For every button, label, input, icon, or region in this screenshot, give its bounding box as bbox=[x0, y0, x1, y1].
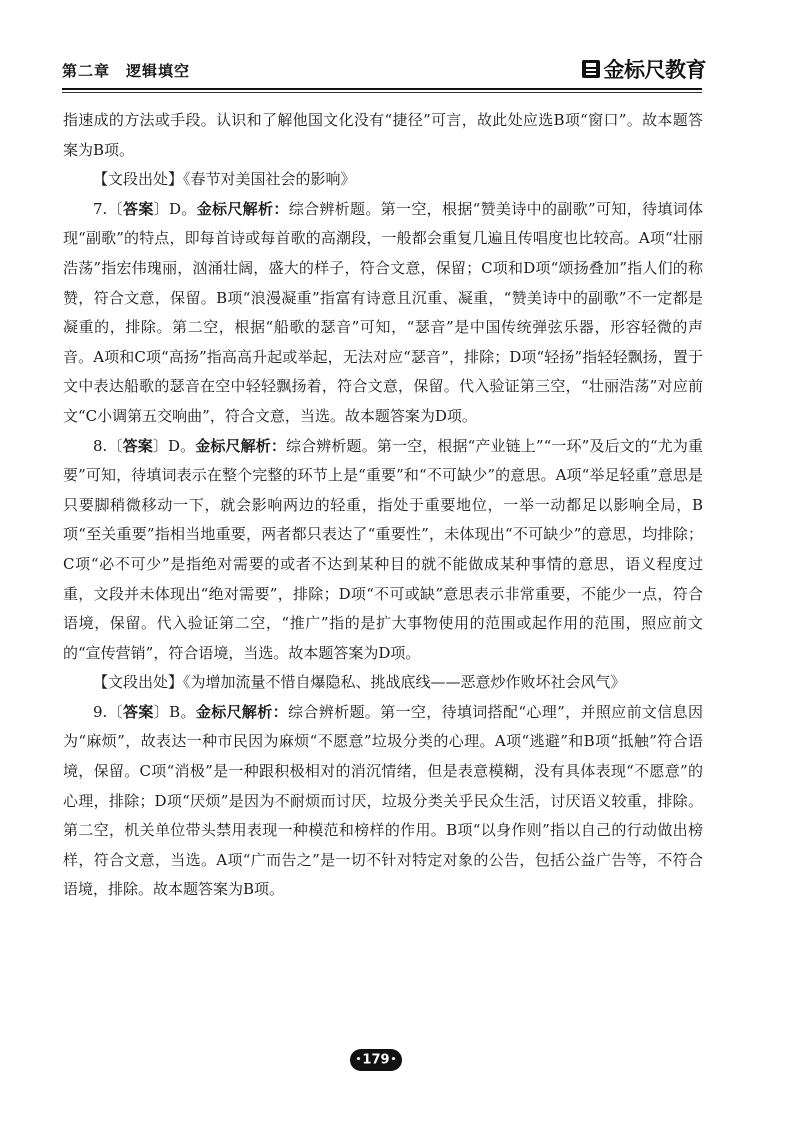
question-9-explanation bbox=[63, 698, 703, 905]
question-8-analysis-text: 综合辨析题。第一空，根据“产业链上”“一环”及后文的“尤为重要”可知，待填词表示在整个完整的环节上是“重要”和“不可缺少”的意思。A项“举足轻重”意思是只要脚稍微移动一下，就会影响两边的轻重，指处于重要地位，一举一动都足以影响全局，B项“至关重要”指相当地重要，两者都只表达了“重要性”，未体现出“不可缺少”的意思，均排除；C项“必不可少”是指绝对需要的或者不达到某种目的就不能做成某种事情的意思，语义程度过重，文段并未体现出“绝对需要”，排除；D项“不可或缺”意思表示非常重要，不能少一点，符合语境，保留。代入验证第二空，“推广”指的是扩大事物使用的范围或起作用的范围，照应前文的“宣传营销”，符合语境，当选。故本题答案为D项。 bbox=[63, 436, 703, 662]
continued-paragraph: 指速成的方法或手段。认识和了解他国文化没有“捷径”可言，故此处应选B项“窗口”。故本题答案为B项。 bbox=[63, 111, 703, 159]
question-7-number: 7.〔 bbox=[93, 199, 123, 218]
question-8-answer-label: 答案 bbox=[122, 436, 153, 455]
brand-logo bbox=[581, 54, 707, 84]
question-7-answer-label: 答案 bbox=[122, 199, 154, 218]
question-8-number: 8.〔 bbox=[93, 436, 123, 455]
question-7-explanation bbox=[63, 195, 703, 432]
question-9-analysis-text: 综合辨析题。第一空，待填词搭配“心理”，并照应前文信息因为“麻烦”，故表达一种市民因为麻烦“不愿意”垃圾分类的心理。A项“逃避”和B项“抵触”符合语境，保留。C项“消极”是一种跟积极相对的消沉情绪，但是表意模糊，没有具体表现“不愿意”的心理，排除；D项“厌烦”是因为不耐烦而讨厌，垃圾分类关乎民众生活，讨厌语义较重，排除。第二空，机关单位带头禁用表现一种模范和榜样的作用。B项“以身作则”指以自己的行动做出榜样，符合文意，当选。A项“广而告之”是一切不针对特定对象的公告，包括公益广告等，不符合语境，排除。故本题答案为B项。 bbox=[63, 702, 703, 899]
brand-name: 金标尺教育 bbox=[603, 58, 706, 82]
page-number: 179 bbox=[362, 1052, 390, 1068]
brand-logo-icon bbox=[581, 59, 601, 79]
page-header bbox=[62, 56, 706, 86]
page-number-badge: •179• bbox=[350, 1049, 402, 1071]
question-7-answer: 〕D。 bbox=[153, 199, 197, 218]
question-9-number: 9.〔 bbox=[93, 702, 124, 721]
header-rule-thick bbox=[62, 88, 702, 90]
source-citation: 【文段出处】《春节对美国社会的影响》 bbox=[93, 170, 356, 189]
question-8-analysis-label: 金标尺解析： bbox=[195, 436, 287, 455]
question-9-answer: 〕B。 bbox=[153, 702, 196, 721]
page-content bbox=[63, 106, 703, 905]
header-rule-thin bbox=[62, 92, 702, 93]
chapter-title: 第二章 逻辑填空 bbox=[62, 62, 191, 80]
question-9-analysis-label: 金标尺解析： bbox=[195, 702, 289, 721]
question-9-answer-label: 答案 bbox=[123, 702, 154, 721]
question-8-explanation bbox=[63, 432, 703, 669]
question-7-analysis-text: 综合辨析题。第一空，根据“赞美诗中的副歌”可知，待填词体现“副歌”的特点，即每首诗或每首歌的高潮段，一般都会重复几遍且传唱度也比较高。A项“壮丽浩荡”指宏伟瑰丽，汹涌壮阔，盛大的样子，符合文意，保留；C项和D项“颂扬叠加”指人们的称赞，符合文意，保留。B项“浪漫凝重”指富有诗意且沉重、凝重，“赞美诗中的副歌”不一定都是凝重的，排除。第二空，根据“船歌的瑟音”可知，“瑟音”是中国传统弹弦乐器，形容轻微的声音。A项和C项“高扬”指高高升起或举起，无法对应“瑟音”，排除；D项“轻扬”指轻轻飘扬，置于文中表达船歌的瑟音在空中轻轻飘扬着，符合文意，保留。代入验证第三空，“壮丽浩荡”对应前文“C小调第五交响曲”，符合文意，当选。故本题答案为D项。 bbox=[63, 199, 703, 425]
source-citation: 【文段出处】《为增加流量不惜自爆隐私、挑战底线——恶意炒作败坏社会风气》 bbox=[93, 673, 626, 692]
question-8-answer: 〕D。 bbox=[152, 436, 196, 455]
question-7-analysis-label: 金标尺解析： bbox=[196, 199, 289, 218]
